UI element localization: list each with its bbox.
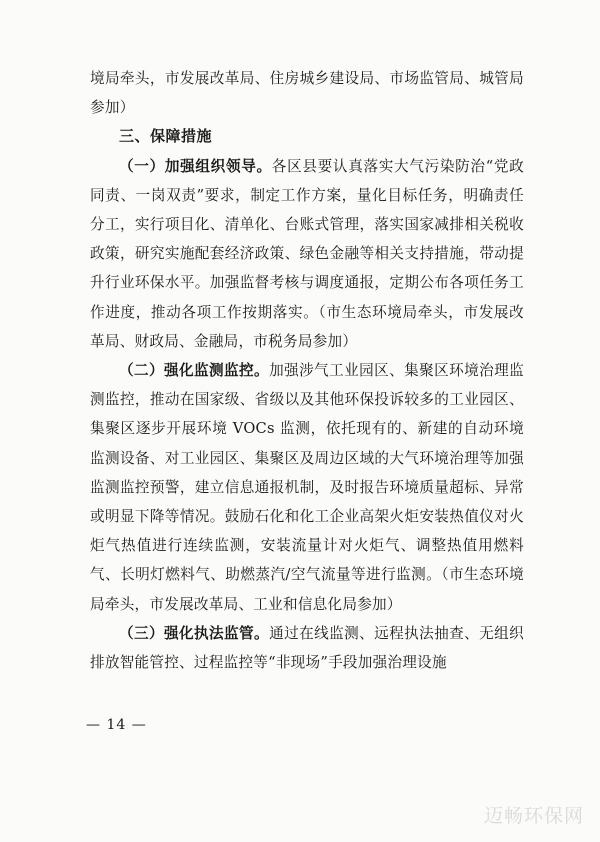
section-heading bbox=[90, 122, 524, 151]
page-number: — 14 — bbox=[86, 717, 147, 733]
paragraph-lead: （一）加强组织领导。 bbox=[119, 157, 272, 175]
site-watermark: 迈畅环保网 bbox=[483, 805, 584, 827]
paragraph-text: 各区县要认真落实大气污染防治“党政同责、一岗双责”要求，制定工作方案，量化目标任务，明确责任分工，实行项目化、清单化、台账式管理，落实国家减排相关税收政策，研究实施配套经济政策、绿色金融等相关支持措施，带动提升行业环保水平。加强监督考核与调度通报，定期公布各项任务工作进度，推动各项工作按期落实。（市生态环境局牵头，市发展改革局、财政局、金融局，市税务局参加） bbox=[90, 157, 524, 350]
paragraph-lead: （三）强化执法监管。 bbox=[119, 624, 270, 642]
paragraph-text: 加强涉气工业园区、集聚区环境治理监测监控，推动在国家级、省级以及其他环保投诉较多的工业园区、集聚区逐步开展环境 VOCs 监测，依托现有的、新建的自动环境监测设备、对工业园区、集聚区及周边区域的大气环境治理等加强监测监控预警，建立信息通报机制，及时报告环境质量超标、异常或明显下降等情况。鼓励石化和化工企业高架火炬安装热值仪对火炬气热值进行连续监测，安装流量计对火炬气、调整热值用燃料气、长明灯燃料气、助燃蒸汽/空气流量等进行监测。（市生态环境局牵头，市发展改革局、工业和信息化局参加） bbox=[90, 362, 524, 613]
paragraph-enforcement bbox=[90, 619, 524, 677]
heading-text: 三、保障措施 bbox=[119, 127, 213, 146]
paragraph-text: 境局牵头，市发展改革局、住房城乡建设局、市场监管局、城管局参加） bbox=[90, 70, 524, 117]
paragraph-organization bbox=[90, 152, 524, 356]
paragraph-lead: （二）强化监测监控。 bbox=[119, 362, 270, 380]
document-body bbox=[90, 64, 524, 677]
continued-paragraph bbox=[90, 64, 524, 122]
paragraph-monitoring bbox=[90, 356, 524, 619]
paragraph-text: 通过在线监测、远程执法抽查、无组织排放智能管控、过程监控等“非现场”手段加强治理设施 bbox=[90, 624, 524, 672]
